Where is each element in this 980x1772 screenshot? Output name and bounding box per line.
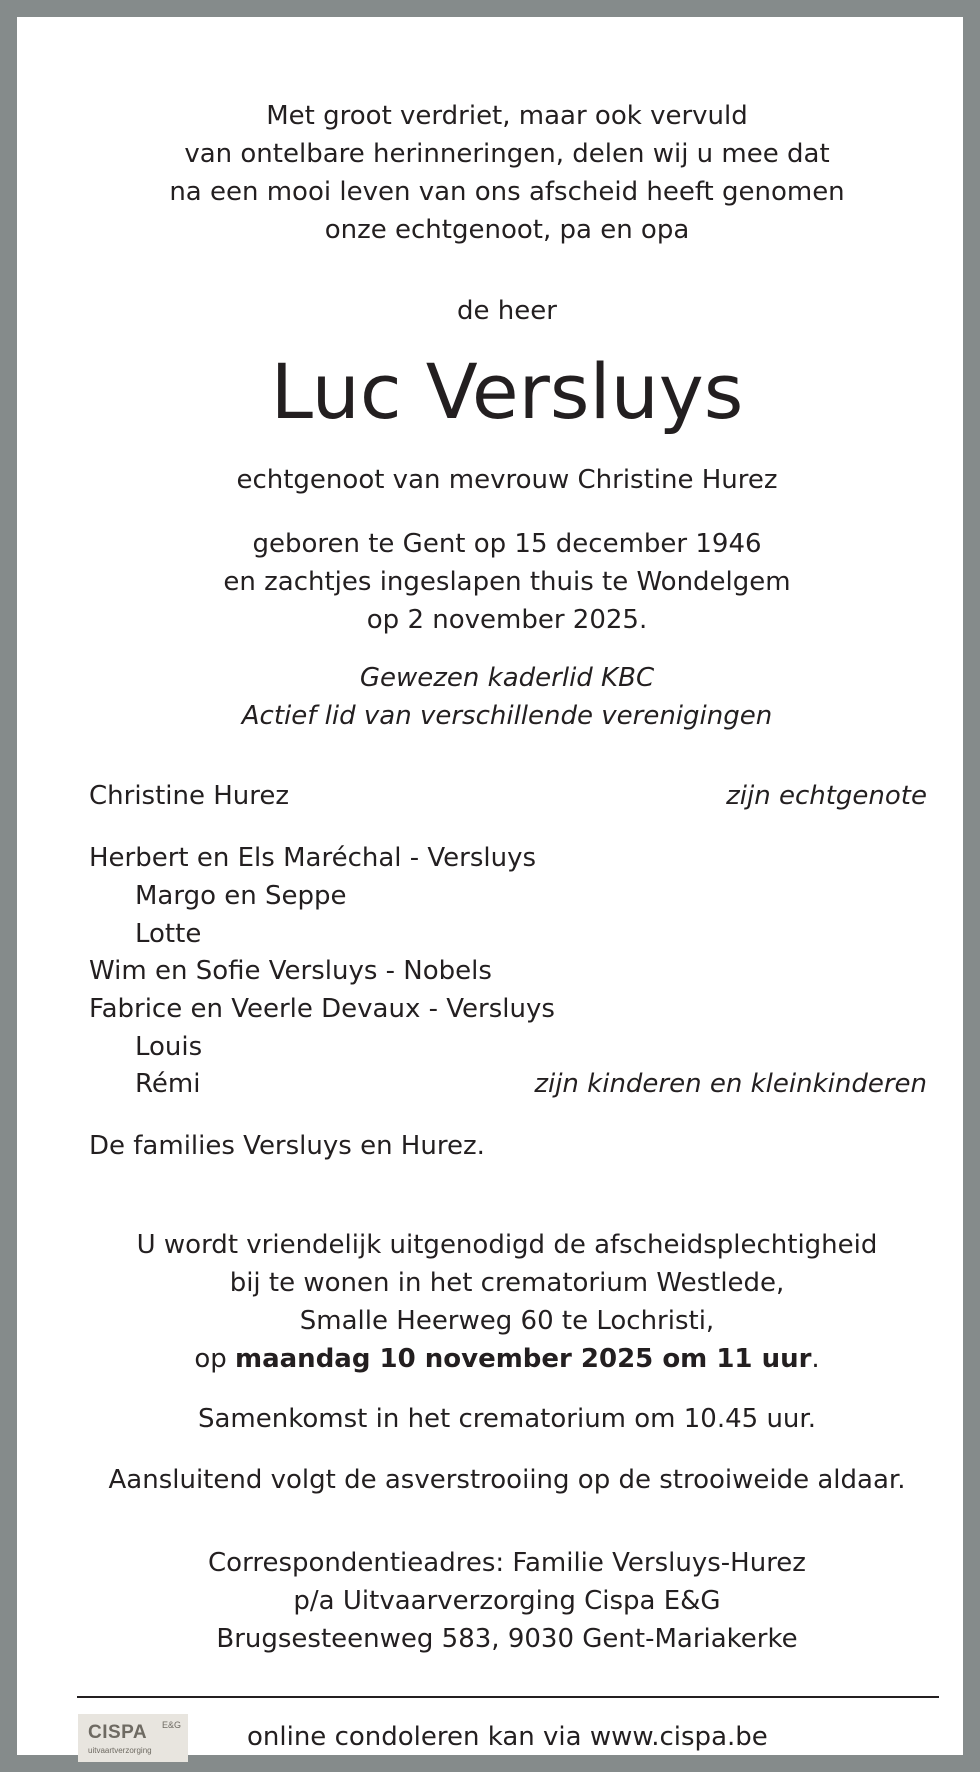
honorific: de heer xyxy=(457,296,557,326)
spouse-role: zijn echtgenote xyxy=(726,781,927,811)
family-member-grandchild: Rémi xyxy=(135,1069,201,1099)
logo-superscript: E&G xyxy=(162,1720,182,1730)
career-line: Gewezen kaderlid KBC xyxy=(359,663,655,693)
children-role: zijn kinderen en kleinkinderen xyxy=(534,1069,927,1099)
logo-wordmark: CISPA xyxy=(88,1722,148,1743)
deceased-name: Luc Versluys xyxy=(270,347,744,436)
invitation-line: bij te wonen in het crematorium Westlede, xyxy=(229,1268,785,1298)
family-spouse-row xyxy=(89,777,927,815)
invitation-text xyxy=(17,1226,980,1378)
birth-death-line: en zachtjes ingeslapen thuis te Wondelgem xyxy=(223,567,791,597)
spouse-name: Christine Hurez xyxy=(89,781,290,811)
birth-death-text xyxy=(17,525,980,639)
ceremony-date: maandag 10 november 2025 om 11 uur xyxy=(235,1344,812,1374)
family-member-grandchild: Louis xyxy=(135,1032,203,1062)
family-children-row xyxy=(89,1065,927,1103)
career-line: Actief lid van verschillende verenigingen xyxy=(241,701,773,731)
intro-line: na een mooi leven van ons afscheid heeft genomen xyxy=(169,177,845,207)
online-condolence-text: online condoleren kan via www.cispa.be xyxy=(247,1722,768,1752)
divider xyxy=(77,1696,939,1698)
intro-line: onze echtgenoot, pa en opa xyxy=(324,215,690,245)
scattering-text: Aansluitend volgt de asverstrooiing op de strooiweide aldaar. xyxy=(108,1465,906,1495)
date-prefix: op xyxy=(194,1344,235,1374)
address-line: p/a Uitvaarverzorging Cispa E&G xyxy=(293,1586,721,1616)
date-suffix: . xyxy=(811,1344,820,1374)
invitation-line: U wordt vriendelijk uitgenodigd de afscheidsplechtigheid xyxy=(136,1230,878,1260)
logo-subtitle: uitvaartverzorging xyxy=(88,1746,152,1755)
correspondence-address xyxy=(17,1544,980,1658)
family-member: Wim en Sofie Versluys - Nobels xyxy=(89,956,492,986)
family-member-grandchild: Lotte xyxy=(135,919,202,949)
invitation-date-line xyxy=(17,1340,980,1378)
birth-death-line: op 2 november 2025. xyxy=(366,605,648,635)
birth-death-line: geboren te Gent op 15 december 1946 xyxy=(252,529,762,559)
family-member-grandchild: Margo en Seppe xyxy=(135,881,347,911)
spouse-line: echtgenoot van mevrouw Christine Hurez xyxy=(236,465,778,495)
gathering-text: Samenkomst in het crematorium om 10.45 uur. xyxy=(198,1404,816,1434)
family-member: Fabrice en Veerle Devaux - Versluys xyxy=(89,994,555,1024)
cispa-logo xyxy=(78,1714,188,1762)
invitation-line: Smalle Heerweg 60 te Lochristi, xyxy=(299,1306,715,1336)
address-line: Brugsesteenweg 583, 9030 Gent-Mariakerke xyxy=(216,1624,798,1654)
career-text xyxy=(17,659,980,735)
intro-line: van ontelbare herinneringen, delen wij u mee dat xyxy=(184,139,830,169)
family-member: Herbert en Els Maréchal - Versluys xyxy=(89,843,537,873)
address-line: Correspondentieadres: Familie Versluys-Hurez xyxy=(208,1548,806,1578)
intro-text xyxy=(17,97,980,249)
families-line: De families Versluys en Hurez. xyxy=(89,1131,485,1161)
intro-line: Met groot verdriet, maar ook vervuld xyxy=(266,101,748,131)
